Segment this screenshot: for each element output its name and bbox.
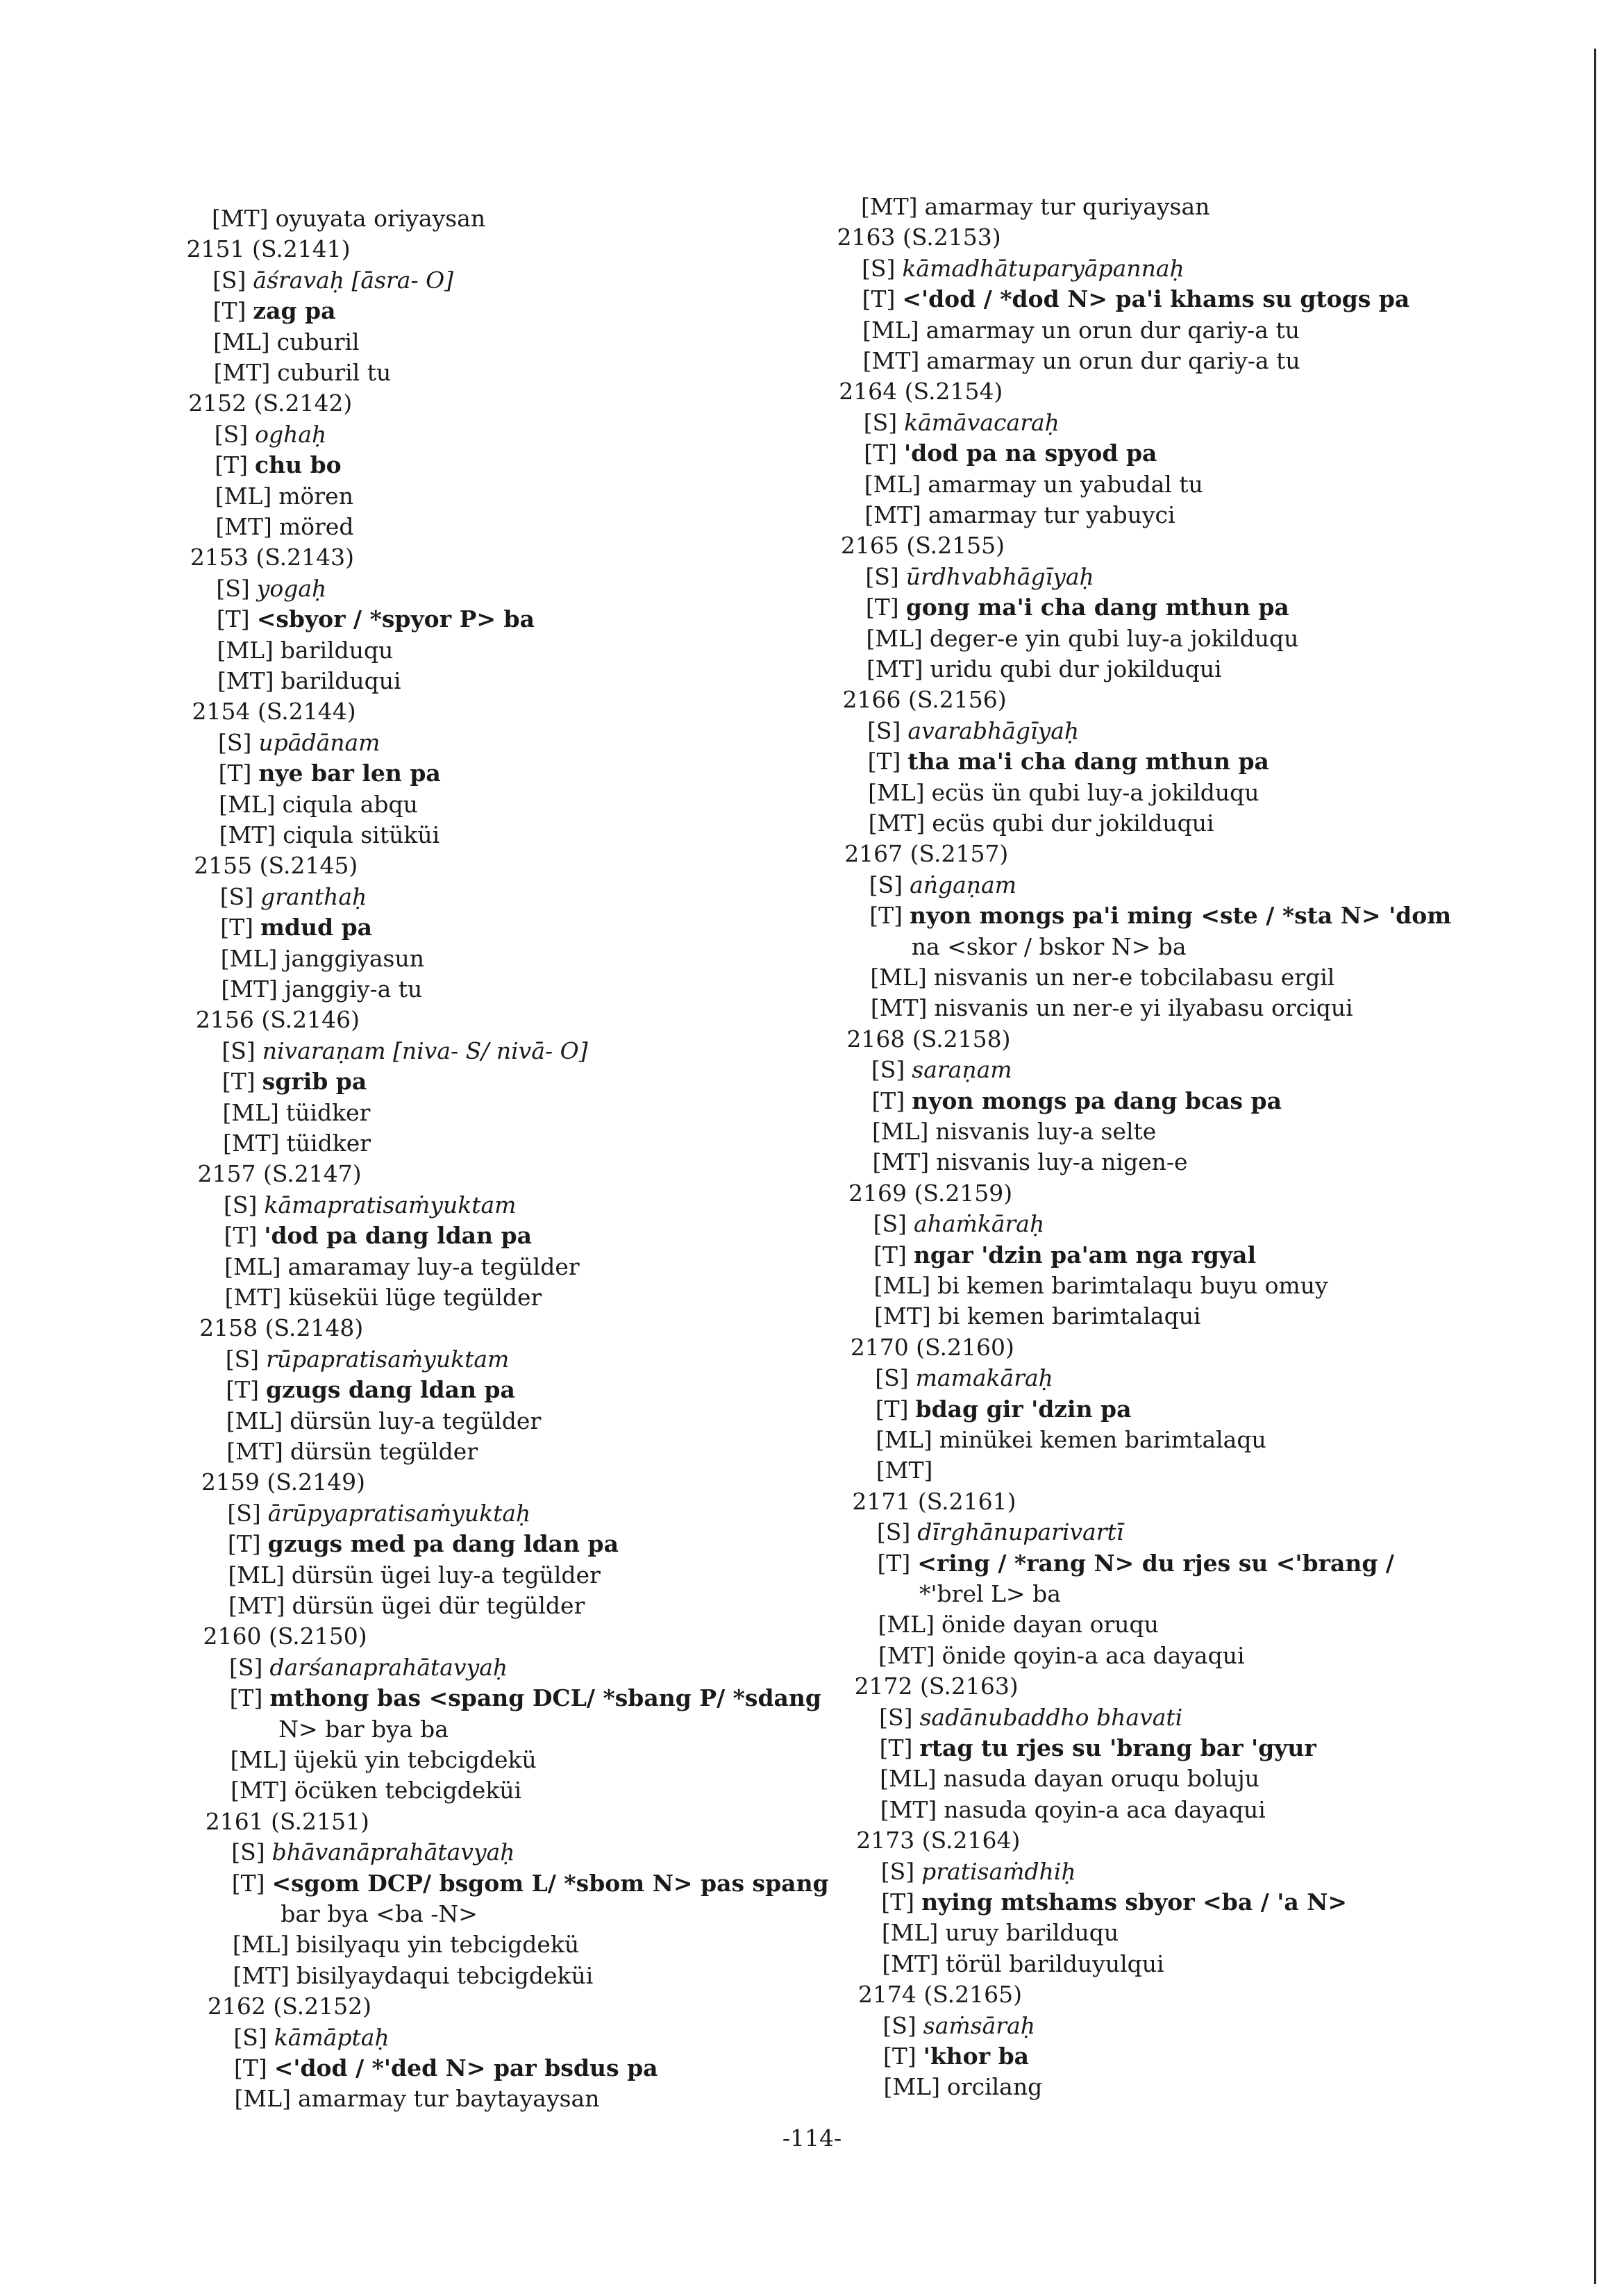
entry-line-s <box>864 409 1060 437</box>
entry-tag: [MT] <box>222 1130 280 1157</box>
entry-text: nasuda qoyin-a aca dayaqui <box>944 1795 1266 1823</box>
entry-text: 2163 (S.2153) <box>837 224 1001 251</box>
entry-text: minükei kemen barimtalaqu <box>939 1426 1266 1453</box>
entry-line-t <box>876 1396 1132 1423</box>
entry-text: 2172 (S.2163) <box>854 1673 1019 1700</box>
entry-text: darśanaprahātavyaḥ <box>269 1653 508 1681</box>
entry-text: janggiy-a tu <box>284 975 423 1003</box>
entry-line-ml <box>884 2073 1043 2101</box>
entry-line-s <box>881 1858 1076 1886</box>
entry-text: önide qoyin-a aca dayaqui <box>941 1641 1245 1669</box>
entry-line-t <box>862 285 1410 313</box>
entry-text: bi kemen barimtalaqu buyu omuy <box>937 1272 1328 1299</box>
entry-tag: [MT] <box>233 1961 290 1989</box>
entry-line-s <box>869 871 1016 899</box>
entry-number <box>844 840 1008 868</box>
entry-line-ml <box>868 779 1259 807</box>
entry-text: cuburil <box>276 328 360 355</box>
entry-tag: [ML] <box>219 790 276 818</box>
entry-text: 2170 (S.2160) <box>850 1333 1014 1361</box>
entry-line-t <box>868 748 1269 776</box>
entry-text: upādānam <box>258 728 380 756</box>
entry-tag: [ML] <box>876 1426 932 1453</box>
entry-text: nyon mongs pa dang bcas pa <box>912 1087 1282 1114</box>
entry-line-mt <box>874 1302 1200 1330</box>
entry-tag: [MT] <box>862 347 920 374</box>
entry-tag: [MT] <box>876 1457 933 1484</box>
entry-line-ml <box>880 1765 1259 1793</box>
entry-tag: [T] <box>212 297 246 325</box>
entry-tag: [ML] <box>873 1272 931 1299</box>
entry-text: 2167 (S.2157) <box>844 840 1009 868</box>
entry-tag: [T] <box>879 1734 913 1761</box>
entry-tag: [MT] <box>213 359 271 386</box>
entry-text: ciqula abqu <box>282 790 418 818</box>
entry-tag: [S] <box>875 1364 909 1392</box>
entry-text: amarmay un orun dur qariy-a tu <box>926 347 1300 374</box>
entry-tag: [ML] <box>232 1931 290 1959</box>
entry-text: 2157 (S.2147) <box>197 1160 362 1188</box>
entry-line-ml <box>876 1426 1266 1454</box>
entry-text: gzugs med pa dang ldan pa <box>267 1530 619 1558</box>
entry-tag: [S] <box>863 408 898 436</box>
entry-number <box>837 224 1001 251</box>
entry-tag: [MT] <box>228 1592 285 1619</box>
entry-tag: [T] <box>220 914 254 941</box>
entry-tag: [MT] <box>224 1284 282 1311</box>
entry-text: barilduqu <box>280 636 394 664</box>
entry-text: 2152 (S.2142) <box>188 389 353 417</box>
entry-text: kāmāvacaraḥ <box>904 408 1060 436</box>
entry-tag: [T] <box>871 1087 905 1114</box>
entry-tag: [MT] <box>226 1438 283 1465</box>
entry-continuation <box>919 1580 1061 1608</box>
entry-line-t <box>883 2043 1029 2070</box>
entry-number <box>839 378 1003 405</box>
entry-text: granthaḥ <box>260 882 367 910</box>
entry-number <box>858 1981 1022 2009</box>
entry-tag: [T] <box>867 748 901 776</box>
entry-tag: [MT] <box>212 205 269 232</box>
entry-text: 'dod pa na spyod pa <box>904 439 1157 467</box>
entry-text: rtag tu rjes su 'brang bar 'gyur <box>919 1734 1316 1761</box>
entry-number <box>841 532 1005 560</box>
entry-tag: [T] <box>216 605 250 633</box>
entry-tag: [S] <box>227 1499 261 1527</box>
entry-tag: [S] <box>212 266 246 294</box>
entry-tag: [S] <box>876 1518 911 1546</box>
entry-text: amaramay luy-a tegülder <box>287 1252 580 1280</box>
entry-line-t <box>864 439 1157 467</box>
entry-tag: [T] <box>873 1241 907 1268</box>
entry-text: öcüken tebcigdeküi <box>294 1777 522 1804</box>
entry-text: 2164 (S.2154) <box>839 378 1003 405</box>
entry-line-ml <box>862 317 1300 344</box>
entry-text: mamakāraḥ <box>915 1364 1053 1392</box>
entry-line-t <box>871 1087 1282 1115</box>
entry-tag: [MT] <box>880 1795 937 1823</box>
entry-tag: [ML] <box>868 778 925 806</box>
entry-tag: [T] <box>882 2043 916 2070</box>
entry-text: nivaraṇam [niva- S/ nivā- O] <box>262 1037 588 1064</box>
entry-line-mt <box>864 501 1175 529</box>
entry-text: nying mtshams sbyor <ba / 'a N> <box>921 1888 1348 1916</box>
entry-text: amarmay un orun dur qariy-a tu <box>926 316 1300 344</box>
entry-tag: [T] <box>215 451 249 479</box>
entry-tag: [MT] <box>868 810 926 837</box>
entry-text: bisilyaqu yin tebcigdekü <box>296 1931 580 1959</box>
entry-line-mt <box>861 193 1209 221</box>
entry-text: 2165 (S.2155) <box>840 532 1005 560</box>
entry-tag: [T] <box>224 1222 258 1250</box>
entry-text: <'dod / *dod N> pa'i khams su gtogs pa <box>902 285 1410 313</box>
entry-line-s <box>875 1364 1053 1392</box>
entry-text: dürsün ügei luy-a tegülder <box>291 1561 601 1589</box>
entry-tag: [S] <box>880 1857 915 1885</box>
entry-text: tha ma'i cha dang mthun pa <box>907 748 1269 776</box>
entry-text: 2154 (S.2144) <box>192 698 356 726</box>
entry-line-s <box>882 2012 1035 2040</box>
entry-line-ml <box>864 471 1203 498</box>
entry-number <box>856 1827 1020 1854</box>
entry-tag: [ML] <box>224 1252 281 1280</box>
entry-text: pratisaṁdhiḥ <box>921 1857 1076 1885</box>
entry-text: <'dod / *'ded N> par bsdus pa <box>274 2054 658 2081</box>
entry-line-mt <box>871 994 1353 1022</box>
entry-tag: [S] <box>229 1653 263 1681</box>
entry-text: amarmay tur quriyaysan <box>924 193 1210 220</box>
entry-tag: [MT] <box>231 1777 287 1804</box>
entry-line-t <box>880 1734 1316 1762</box>
entry-tag: [S] <box>218 728 252 756</box>
entry-text: ngar 'dzin pa'am nga rgyal <box>913 1241 1256 1268</box>
entry-line-mt <box>863 347 1300 375</box>
entry-tag: [S] <box>882 2011 916 2039</box>
entry-number <box>851 1334 1014 1361</box>
entry-tag: [ML] <box>222 1098 279 1126</box>
entry-text: <ring / *rang N> du rjes su <'brang / <box>917 1549 1394 1577</box>
entry-text: bisilyaydaqui tebcigdeküi <box>296 1961 594 1989</box>
entry-text: ūrdhvabhāgīyaḥ <box>905 562 1094 590</box>
entry-text: barilduqui <box>281 667 401 694</box>
entry-line-ml <box>882 1919 1119 1947</box>
entry-text: 2168 (S.2158) <box>846 1025 1011 1053</box>
entry-number <box>843 686 1007 714</box>
entry-tag: [S] <box>871 1056 905 1084</box>
entry-line-mt <box>867 655 1222 683</box>
entry-tag: [T] <box>862 285 896 313</box>
entry-text: 2153 (S.2143) <box>190 544 354 571</box>
entry-text: gong ma'i cha dang mthun pa <box>905 594 1289 621</box>
entry-text: ciqula sitüküi <box>283 821 440 848</box>
entry-text: nisvanis luy-a selte <box>935 1118 1157 1145</box>
entry-tag: [MT] <box>882 1950 939 1977</box>
entry-text: bi kemen barimtalaqui <box>937 1302 1201 1330</box>
entry-tag: [ML] <box>871 1118 929 1145</box>
entry-tag: [T] <box>865 594 899 621</box>
entry-text: tüidker <box>286 1130 371 1157</box>
entry-line-ml <box>878 1611 1159 1639</box>
entry-tag: [MT] <box>864 501 921 528</box>
entry-number <box>848 1180 1012 1207</box>
entry-text: cuburil tu <box>277 359 392 386</box>
entry-tag: [S] <box>873 1210 907 1238</box>
entry-text: 2166 (S.2156) <box>842 686 1007 714</box>
entry-line-s <box>879 1704 1182 1732</box>
entry-text: mören <box>278 482 353 510</box>
entry-text: avarabhāgīyaḥ <box>907 717 1080 744</box>
entry-text: bdag gir 'dzin pa <box>915 1395 1132 1423</box>
entry-tag: [T] <box>227 1530 261 1558</box>
entry-tag: [S] <box>221 1037 256 1064</box>
entry-line-t <box>877 1550 1394 1577</box>
entry-tag: [S] <box>216 574 250 602</box>
entry-line-s <box>867 717 1079 745</box>
entry-tag: [MT] <box>878 1641 935 1669</box>
entry-text: dürsün luy-a tegülder <box>290 1407 542 1434</box>
entry-text: 2162 (S.2152) <box>207 1993 372 2020</box>
entry-text: sgrib pa <box>262 1068 367 1096</box>
entry-tag: [MT] <box>219 821 276 848</box>
entry-text: orcilang <box>946 2073 1043 2101</box>
entry-text: 'khor ba <box>923 2043 1030 2070</box>
entry-text: <sgom DCP/ bsgom L/ *sbom N> pas spang <box>271 1869 829 1897</box>
entry-tag: [S] <box>224 1191 258 1218</box>
entry-text: nye bar len pa <box>258 760 441 787</box>
entry-tag: [S] <box>862 254 896 282</box>
entry-tag: [ML] <box>864 470 921 498</box>
entry-text: 2160 (S.2150) <box>203 1623 367 1650</box>
entry-line-s <box>871 1056 1012 1084</box>
entry-tag: [T] <box>229 1684 263 1712</box>
entry-tag: [T] <box>881 1888 915 1916</box>
entry-text: *'brel L> ba <box>919 1580 1061 1607</box>
entry-tag: [MT] <box>221 975 278 1003</box>
entry-tag: [ML] <box>866 624 923 652</box>
entry-tag: [T] <box>233 2054 267 2081</box>
entry-line-ml <box>866 625 1298 653</box>
entry-text: bar bya <ba -N> <box>281 1900 478 1927</box>
entry-tag: [MT] <box>872 1148 930 1176</box>
entry-text: 2173 (S.2164) <box>856 1827 1021 1854</box>
entry-text: zag pa <box>253 297 336 325</box>
entry-text: nasuda dayan oruqu boluju <box>943 1765 1259 1793</box>
entry-text: na <skor / bskor N> ba <box>911 932 1187 960</box>
entry-tag: [ML] <box>870 964 927 991</box>
entry-tag: [T] <box>226 1376 259 1404</box>
entry-text: dürsün ügei dür tegülder <box>292 1592 585 1619</box>
entry-line-s <box>873 1210 1045 1238</box>
entry-tag: [ML] <box>228 1561 285 1589</box>
entry-text: āśravaḥ [āsra- O] <box>253 266 454 294</box>
entry-line-s <box>865 563 1094 591</box>
entry-text: uruy barilduqu <box>945 1919 1119 1947</box>
entry-text: törül barilduyulqui <box>945 1950 1164 1977</box>
entry-tag: [MT] <box>866 655 923 682</box>
entry-tag: [T] <box>875 1395 909 1423</box>
entry-text: nyon mongs pa'i ming <ste / *sta N> 'dom <box>910 902 1452 930</box>
entry-text: rūpapratisaṁyuktam <box>266 1345 510 1373</box>
entry-line-t <box>866 594 1289 621</box>
entry-text: mthong bas <spang DCL/ *sbang P/ *sdang <box>269 1684 822 1712</box>
entry-line-ml <box>874 1272 1328 1300</box>
entry-text: 2161 (S.2151) <box>205 1807 369 1835</box>
entry-tag: [ML] <box>230 1746 287 1773</box>
entry-line-t <box>869 902 1451 930</box>
entry-tag: [ML] <box>880 1765 937 1793</box>
entry-line-mt <box>880 1796 1266 1824</box>
entry-text: amarmay tur yabuyci <box>928 501 1175 528</box>
entry-text: sadānubaddho bhavati <box>919 1703 1183 1731</box>
entry-tag: [ML] <box>883 2073 940 2101</box>
entry-tag: [ML] <box>220 944 278 972</box>
entry-line-mt <box>878 1642 1245 1670</box>
entry-text: <sbyor / *spyor P> ba <box>256 605 535 633</box>
entry-tag: [T] <box>221 1068 256 1096</box>
entry-tag: [S] <box>233 2023 267 2051</box>
entry-tag: [S] <box>867 717 901 744</box>
entry-text: bhāvanāprahātavyaḥ <box>271 1838 515 1866</box>
entry-tag: [ML] <box>226 1407 283 1434</box>
entry-text: üjekü yin tebcigdekü <box>294 1746 537 1773</box>
entry-line-s <box>877 1518 1123 1546</box>
entry-tag: [T] <box>864 439 898 467</box>
entry-text: saṁsāraḥ <box>923 2011 1035 2039</box>
entry-text: N> bar bya ba <box>278 1715 449 1743</box>
scan-edge-line <box>1594 49 1596 2284</box>
entry-tag: [S] <box>231 1838 265 1866</box>
entry-text: gzugs dang ldan pa <box>266 1376 515 1404</box>
entry-number <box>855 1673 1019 1700</box>
entry-continuation <box>912 933 1187 961</box>
entry-text: oghaḥ <box>255 420 327 448</box>
entry-tag: [MT] <box>217 667 274 694</box>
entry-text: 2156 (S.2146) <box>195 1006 360 1034</box>
entry-text: mdud pa <box>260 914 373 941</box>
entry-text: ecüs ün qubi luy-a jokilduqu <box>931 778 1259 806</box>
entry-tag: [ML] <box>862 316 919 344</box>
entry-tag: [ML] <box>215 482 272 510</box>
entry-text: nisvanis luy-a nigen-e <box>936 1148 1188 1176</box>
entry-line-mt <box>873 1148 1188 1176</box>
entry-text: kāmāptaḥ <box>274 2023 390 2051</box>
entry-text: janggiyasun <box>284 944 424 972</box>
entry-line-s <box>862 255 1184 283</box>
entry-tag: [S] <box>214 420 249 448</box>
entry-tag: [S] <box>879 1703 913 1731</box>
entry-text: kāmadhātuparyāpannaḥ <box>902 254 1184 282</box>
entry-number <box>846 1025 1010 1053</box>
entry-text: amarmay tur baytayaysan <box>297 2085 600 2113</box>
entry-text: nisvanis un ner-e tobcilabasu ergil <box>933 964 1335 991</box>
entry-text: ahaṁkāraḥ <box>913 1210 1045 1238</box>
entry-text: aṅgaṇam <box>910 871 1017 898</box>
entry-tag: [MT] <box>861 193 918 220</box>
entry-line-mt <box>876 1457 940 1484</box>
entry-tag: [T] <box>877 1549 911 1577</box>
entry-text: uridu qubi dur jokilduqui <box>930 655 1222 682</box>
entry-number <box>852 1488 1016 1516</box>
entry-tag: [ML] <box>881 1919 939 1947</box>
entry-tag: [MT] <box>870 994 928 1022</box>
entry-text: dürsün tegülder <box>290 1438 478 1465</box>
entry-text: 2151 (S.2141) <box>186 235 351 263</box>
entry-tag: [ML] <box>878 1611 935 1639</box>
entry-text: 'dod pa dang ldan pa <box>264 1222 532 1250</box>
entry-text: önide dayan oruqu <box>941 1611 1159 1639</box>
entry-line-mt <box>882 1950 1164 1978</box>
entry-tag: [S] <box>865 562 899 590</box>
entry-text: 2158 (S.2148) <box>199 1314 364 1342</box>
entry-tag: [S] <box>225 1345 260 1373</box>
entry-line-t <box>873 1241 1256 1269</box>
entry-text: tüidker <box>285 1098 371 1126</box>
entry-tag: [MT] <box>874 1302 931 1330</box>
entry-line-mt <box>869 810 1214 837</box>
entry-tag: [S] <box>219 882 254 910</box>
entry-tag: [S] <box>869 871 903 898</box>
entry-text: yogaḥ <box>256 574 327 602</box>
entry-tag: [T] <box>869 902 903 930</box>
entry-text: 2174 (S.2165) <box>857 1981 1023 2009</box>
entry-text: küseküi lüge tegülder <box>288 1284 542 1311</box>
entry-text: kāmapratisaṁyuktam <box>264 1191 517 1218</box>
entry-tag: [T] <box>218 760 252 787</box>
entry-text: 2169 (S.2159) <box>848 1179 1013 1207</box>
entry-tag: [MT] <box>215 513 272 540</box>
entry-text: ecüs qubi dur jokilduqui <box>932 810 1214 837</box>
entry-tag: [ML] <box>213 328 270 355</box>
entry-text: deger-e yin qubi luy-a jokilduqu <box>929 624 1299 652</box>
entry-text: nisvanis un ner-e yi ilyabasu orciqui <box>934 994 1353 1022</box>
entry-tag: [ML] <box>234 2085 291 2113</box>
entry-text: amarmay un yabudal tu <box>928 470 1203 498</box>
entry-line-ml <box>872 1118 1156 1146</box>
entry-text: dīrghānuparivartī <box>917 1518 1124 1546</box>
entry-text: oyuyata oriyaysan <box>275 205 486 232</box>
page-number: -114- <box>782 2125 842 2152</box>
entry-text: 2159 (S.2149) <box>201 1468 365 1496</box>
entry-text: 2155 (S.2145) <box>194 852 358 880</box>
entry-text: saraṇam <box>912 1056 1012 1084</box>
entry-text: chu bo <box>255 451 342 479</box>
entry-text: 2171 (S.2161) <box>852 1487 1016 1515</box>
entry-tag: [ML] <box>217 636 274 664</box>
entry-text: möred <box>278 513 354 540</box>
entry-line-ml <box>870 964 1334 991</box>
entry-line-t <box>881 1888 1347 1916</box>
entry-text: ārūpyapratisaṁyuktaḥ <box>267 1499 531 1527</box>
entry-tag: [T] <box>231 1869 265 1897</box>
